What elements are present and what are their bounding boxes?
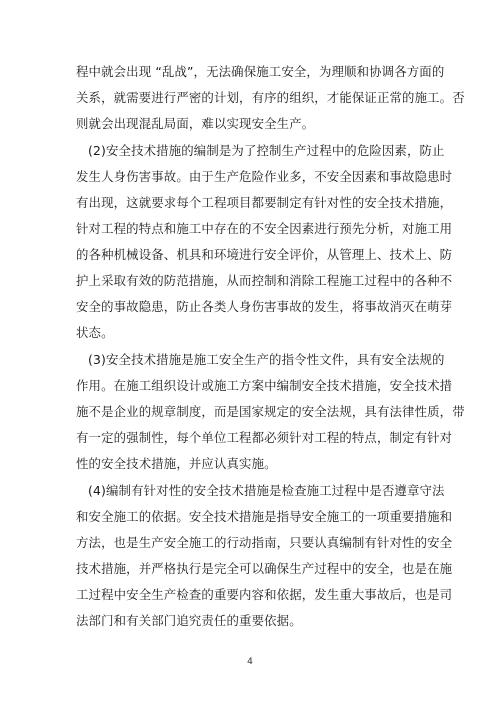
paragraph-2-line-6: 护上采取有效的防范措施，从而控制和消除工程施工过程中的各种不 xyxy=(76,273,453,288)
paragraph-4-line-1: (4)编制有针对性的安全技术措施是检查施工过程中是否遵章守法 xyxy=(88,483,445,498)
paragraph-2-line-5: 的各种机械设备、机具和环境进行安全评价，从管理上、技术上、防 xyxy=(76,247,453,262)
paragraph-3-line-1: (3)安全技术措施是施工安全生产的指令性文件，具有安全法规的 xyxy=(88,352,445,367)
paragraph-3-line-5: 性的安全技术措施，并应认真实施。 xyxy=(76,456,277,471)
paragraph-3-line-4: 有一定的强制性，每个单位工程都必须针对工程的特点，制定有针对 xyxy=(76,430,453,445)
paragraph-3-line-2: 作用。在施工组织设计或施工方案中编制安全技术措施，安全技术措 xyxy=(76,378,453,393)
paragraph-2-line-7: 安全的事故隐患，防止各类人身伤害事故的发生，将事故消灭在萌芽 xyxy=(76,299,453,314)
paragraph-4-line-5: 工过程中安全生产检查的重要内容和依据，发生重大事故后，也是司 xyxy=(76,587,453,602)
paragraph-2-line-2: 发生人身伤害事故。由于生产危险作业多，不安全因素和事故隐患时 xyxy=(76,169,453,184)
paragraph-2-line-8: 状态。 xyxy=(76,325,114,340)
paragraph-2-line-1: (2)安全技术措施的编制是为了控制生产过程中的危险因素，防止 xyxy=(88,143,445,158)
paragraph-4-line-6: 法部门和有关部门追究责任的重要依据。 xyxy=(76,613,302,628)
page-number: 4 xyxy=(247,657,253,667)
paragraph-2-line-3: 有出现，这就要求每个工程项目都要制定有针对性的安全技术措施， xyxy=(76,195,453,210)
paragraph-1-line-3: 则就会出现混乱局面，难以实现安全生产。 xyxy=(76,116,315,131)
paragraph-4-line-3: 方法，也是生产安全施工的行动指南，只要认真编制有针对性的安全 xyxy=(76,535,453,550)
paragraph-4-line-2: 和安全施工的依据。安全技术措施是指导安全施工的一项重要措施和 xyxy=(76,509,453,524)
paragraph-4-line-4: 技术措施，并严格执行是完全可以确保生产过程中的安全，也是在施 xyxy=(76,561,453,576)
paragraph-1-line-1: 程中就会出现 “乱战”，无法确保施工安全，为理顺和协调各方面的 xyxy=(76,64,445,79)
paragraph-2-line-4: 针对工程的特点和施工中存在的不安全因素进行预先分析，对施工用 xyxy=(76,221,453,236)
paragraph-1-line-2: 关系，就需要进行严密的计划，有序的组织，才能保证正常的施工。否 xyxy=(76,90,465,105)
paragraph-3-line-3: 施不是企业的规章制度，而是国家规定的安全法规，具有法律性质，带 xyxy=(76,404,465,419)
